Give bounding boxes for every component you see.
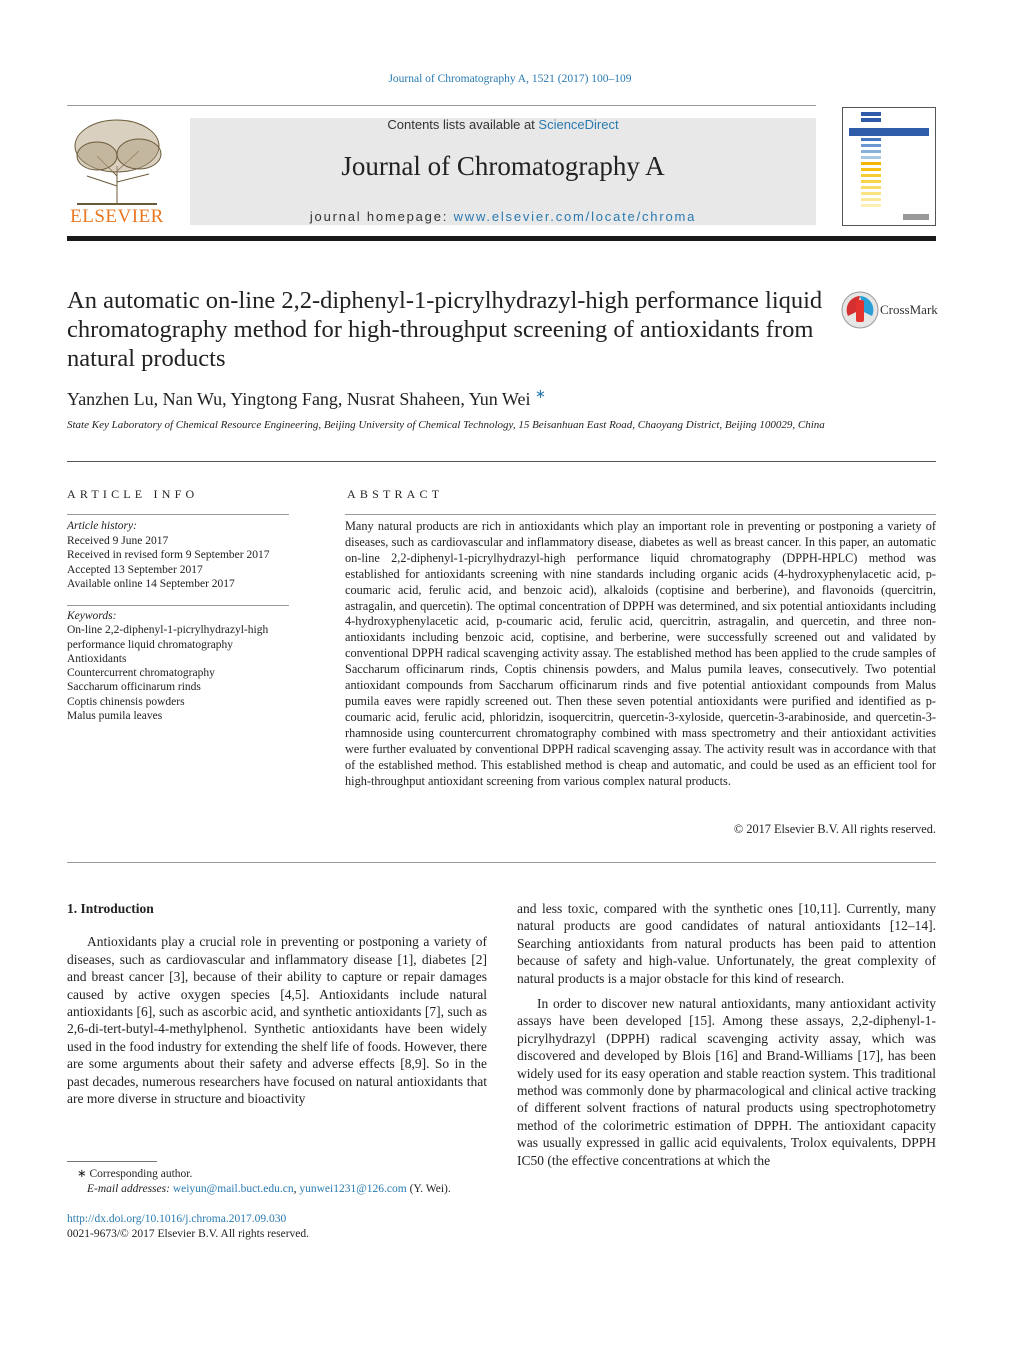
elsevier-tree-icon bbox=[67, 116, 167, 208]
homepage-line bbox=[190, 209, 816, 224]
section-heading: 1. Introduction bbox=[67, 901, 154, 916]
crossmark-icon bbox=[840, 290, 880, 330]
issn-copyright: 0021-9673/© 2017 Elsevier B.V. All rights reserved. bbox=[67, 1228, 310, 1240]
history-accepted: Accepted 13 September 2017 bbox=[67, 563, 203, 576]
corresponding-author-note: Corresponding author. bbox=[89, 1168, 193, 1180]
keywords-label: Keywords: bbox=[67, 610, 117, 622]
body-column-left bbox=[67, 900, 487, 1107]
contents-prefix: Contents lists available at bbox=[387, 117, 539, 132]
top-divider bbox=[67, 105, 816, 106]
abstract-divider bbox=[345, 514, 936, 515]
abstract-end-divider bbox=[67, 862, 936, 863]
history-online: Available online 14 September 2017 bbox=[67, 578, 235, 590]
journal-reference[interactable]: Journal of Chromatography A, 1521 (2017) 100–109 bbox=[388, 73, 632, 85]
keyword-item: Countercurrent chromatography bbox=[67, 667, 215, 680]
authors-text: Yanzhen Lu, Nan Wu, Yingtong Fang, Nusrat Shaheen, Yun Wei bbox=[67, 389, 531, 409]
keyword-item: Antioxidants bbox=[67, 652, 127, 665]
article-history bbox=[67, 519, 297, 592]
doi-link[interactable]: http://dx.doi.org/10.1016/j.chroma.2017.09.030 bbox=[67, 1213, 287, 1225]
contents-line bbox=[190, 117, 816, 132]
homepage-prefix: journal homepage: bbox=[309, 209, 454, 224]
email-link[interactable]: weiyun@mail.buct.edu.cn bbox=[172, 1183, 294, 1195]
footnote: ∗ Corresponding author. E-mail addresses: weiyun@mail.buct.edu.cn, yunwei1231@126.com (Y. Wei). bbox=[77, 1168, 451, 1195]
abstract-body: Many natural products are rich in antioxidants which play an important role in preventing or postponing a variety of diseases, such as cardiovascular and inflammatory disease, diabetes as well as breast cancer. In this paper, an automatic on-line 2,2-diphenyl-1-picrylhydrazyl-high performance liquid chromatography (DPPH-HPLC) method was established for antioxidants screening with nine standards including organic acids (4-hydroxyphenylacetic acid, p-coumaric acid, ferulic acid, and benzoic acid), alkaloids (coptisine and berberine), and flavonoids (quercitrin, astragalin, and quercetin). The optimal concentration of DPPH was determined, and six potential antioxidants including 4-hydroxyphenylacetic acid, p-coumaric acid, ferulic acid, quercitrin, astragalin, and quercetin, and three non-antioxidants including benzoic acid, coptisine, and berberine, were successfully screened out and validated by conventional DPPH radical scavenging activity assay. The established method has been applied to the crude samples of Saccharum officinarum rinds, Coptis chinensis powders, and Malus pumila leaves, consecutively. Two potential antioxidant compounds from Saccharum officinarum rinds and five potential antioxidant compounds from Malus pumila eaves were rapidly screened out. Then these seven potential antioxidants were purified and identified as p-coumaric acid, ferulic acid, phloridzin, isoquercitrin, quercetin-3-xyloside, quercetin-3-arabinoside, and quercetin-3-rhamnoside using countercurrent chromatography combined with mass spectrometry and their antioxidant activities were further evaluated by conventional DPPH radical scavenging assay. The activity result was in accordance with that of the established method. This established method is cheap and automatic, and could be used as an efficient tool for high-throughput antioxidant screening from various complex natural products. bbox=[345, 519, 936, 788]
keyword-item: Saccharum officinarum rinds bbox=[67, 681, 201, 694]
article-title: An automatic on-line 2,2-diphenyl-1-picrylhydrazyl-high performance liquid chromatography method for high-throughput screening of antioxidants from natural products bbox=[67, 287, 823, 372]
footnote-divider bbox=[67, 1161, 157, 1162]
email-link[interactable]: yunwei1231@126.com bbox=[299, 1183, 407, 1195]
crossmark-label: CrossMark bbox=[880, 302, 938, 317]
history-revised: Received in revised form 9 September 2017 bbox=[67, 549, 270, 561]
author-list bbox=[67, 386, 827, 410]
history-label: Article history: bbox=[67, 520, 137, 532]
journal-cover-thumbnail[interactable] bbox=[842, 107, 936, 226]
abstract-heading: ABSTRACT bbox=[347, 487, 444, 501]
header-thick-divider bbox=[67, 236, 936, 241]
publisher-wordmark: ELSEVIER bbox=[70, 206, 164, 227]
cover-art-icon bbox=[843, 108, 935, 225]
crossmark-badge[interactable] bbox=[840, 290, 940, 332]
abstract-copyright: © 2017 Elsevier B.V. All rights reserved. bbox=[733, 822, 936, 836]
sciencedirect-link[interactable]: ScienceDirect bbox=[538, 117, 619, 132]
homepage-link[interactable]: www.elsevier.com/locate/chroma bbox=[453, 209, 697, 224]
paragraph: Antioxidants play a crucial role in preventing or postponing a variety of diseases, such as cardiovascular and inflammatory disease [1], diabetes [2] and breast cancer [3], because of their ability to capture or repair damages caused by active oxygen species [4,5]. Antioxidants include natural antioxidants [6], such as ascorbic acid, and synthetic antioxidants [7], such as 2,6-di-tert-butyl-4-methylphenol. Synthetic antioxidants have been widely used in the food industry for extending the shelf life of foods. However, there are some arguments about their safety and adverse effects [8,9]. So in the past decades, numerous researchers have focused on natural antioxidants that are more diverse in structure and bioactivity bbox=[67, 934, 487, 1107]
keyword-item: On-line 2,2-diphenyl-1-picrylhydrazyl-high performance liquid chromatography bbox=[67, 624, 269, 651]
keyword-item: Malus pumila leaves bbox=[67, 710, 163, 723]
history-received: Received 9 June 2017 bbox=[67, 534, 169, 547]
keywords bbox=[67, 609, 297, 723]
body-column-right bbox=[517, 900, 936, 1169]
info-divider bbox=[67, 514, 289, 515]
paragraph: and less toxic, compared with the synthetic ones [10,11]. Currently, many natural products are good candidates of natural antioxidants [12–14]. Searching antioxidants from natural products has been paid to attention because of safety and high-value. Unfortunately, the great complexity of natural products is a major obstacle for this kind of research. bbox=[517, 901, 936, 986]
elsevier-logo bbox=[67, 116, 167, 228]
footnote-mark: ∗ bbox=[77, 1168, 87, 1180]
email-label: E-mail addresses: bbox=[87, 1183, 170, 1195]
journal-name: Journal of Chromatography A bbox=[341, 151, 665, 181]
keywords-divider bbox=[67, 605, 289, 606]
paragraph: In order to discover new natural antioxidants, many antioxidant activity assays have been developed [15]. Among these assays, 2,2-diphenyl-1-picrylhydrazyl (DPPH) radical scavenging activity assay, which was discovered and developed by Blois [16] and Brand-Williams [17], has been widely used for its easy operation and stable reaction system. This traditional method was commonly done by pharmacological and clinical active tracking of different solvent fractions of natural products using spectrophotometry method of the colorimetric estimation of DPPH. The antioxidant capacity was usually expressed in gallic acid equivalents, Trolox equivalents, DPPH IC50 (the effective concentrations at which the bbox=[517, 996, 936, 1168]
article-info-heading: ARTICLE INFO bbox=[67, 487, 199, 501]
email-suffix: (Y. Wei). bbox=[406, 1183, 451, 1195]
affiliation: State Key Laboratory of Chemical Resource Engineering, Beijing University of Chemical Technology, 15 Beisanhuan East Road, Chaoyang District, Beijing 100029, China bbox=[67, 419, 825, 431]
title-divider bbox=[67, 461, 936, 462]
doi-block bbox=[67, 1212, 487, 1242]
corresponding-author-mark[interactable]: ∗ bbox=[534, 386, 546, 401]
keyword-item: Coptis chinensis powders bbox=[67, 695, 185, 708]
